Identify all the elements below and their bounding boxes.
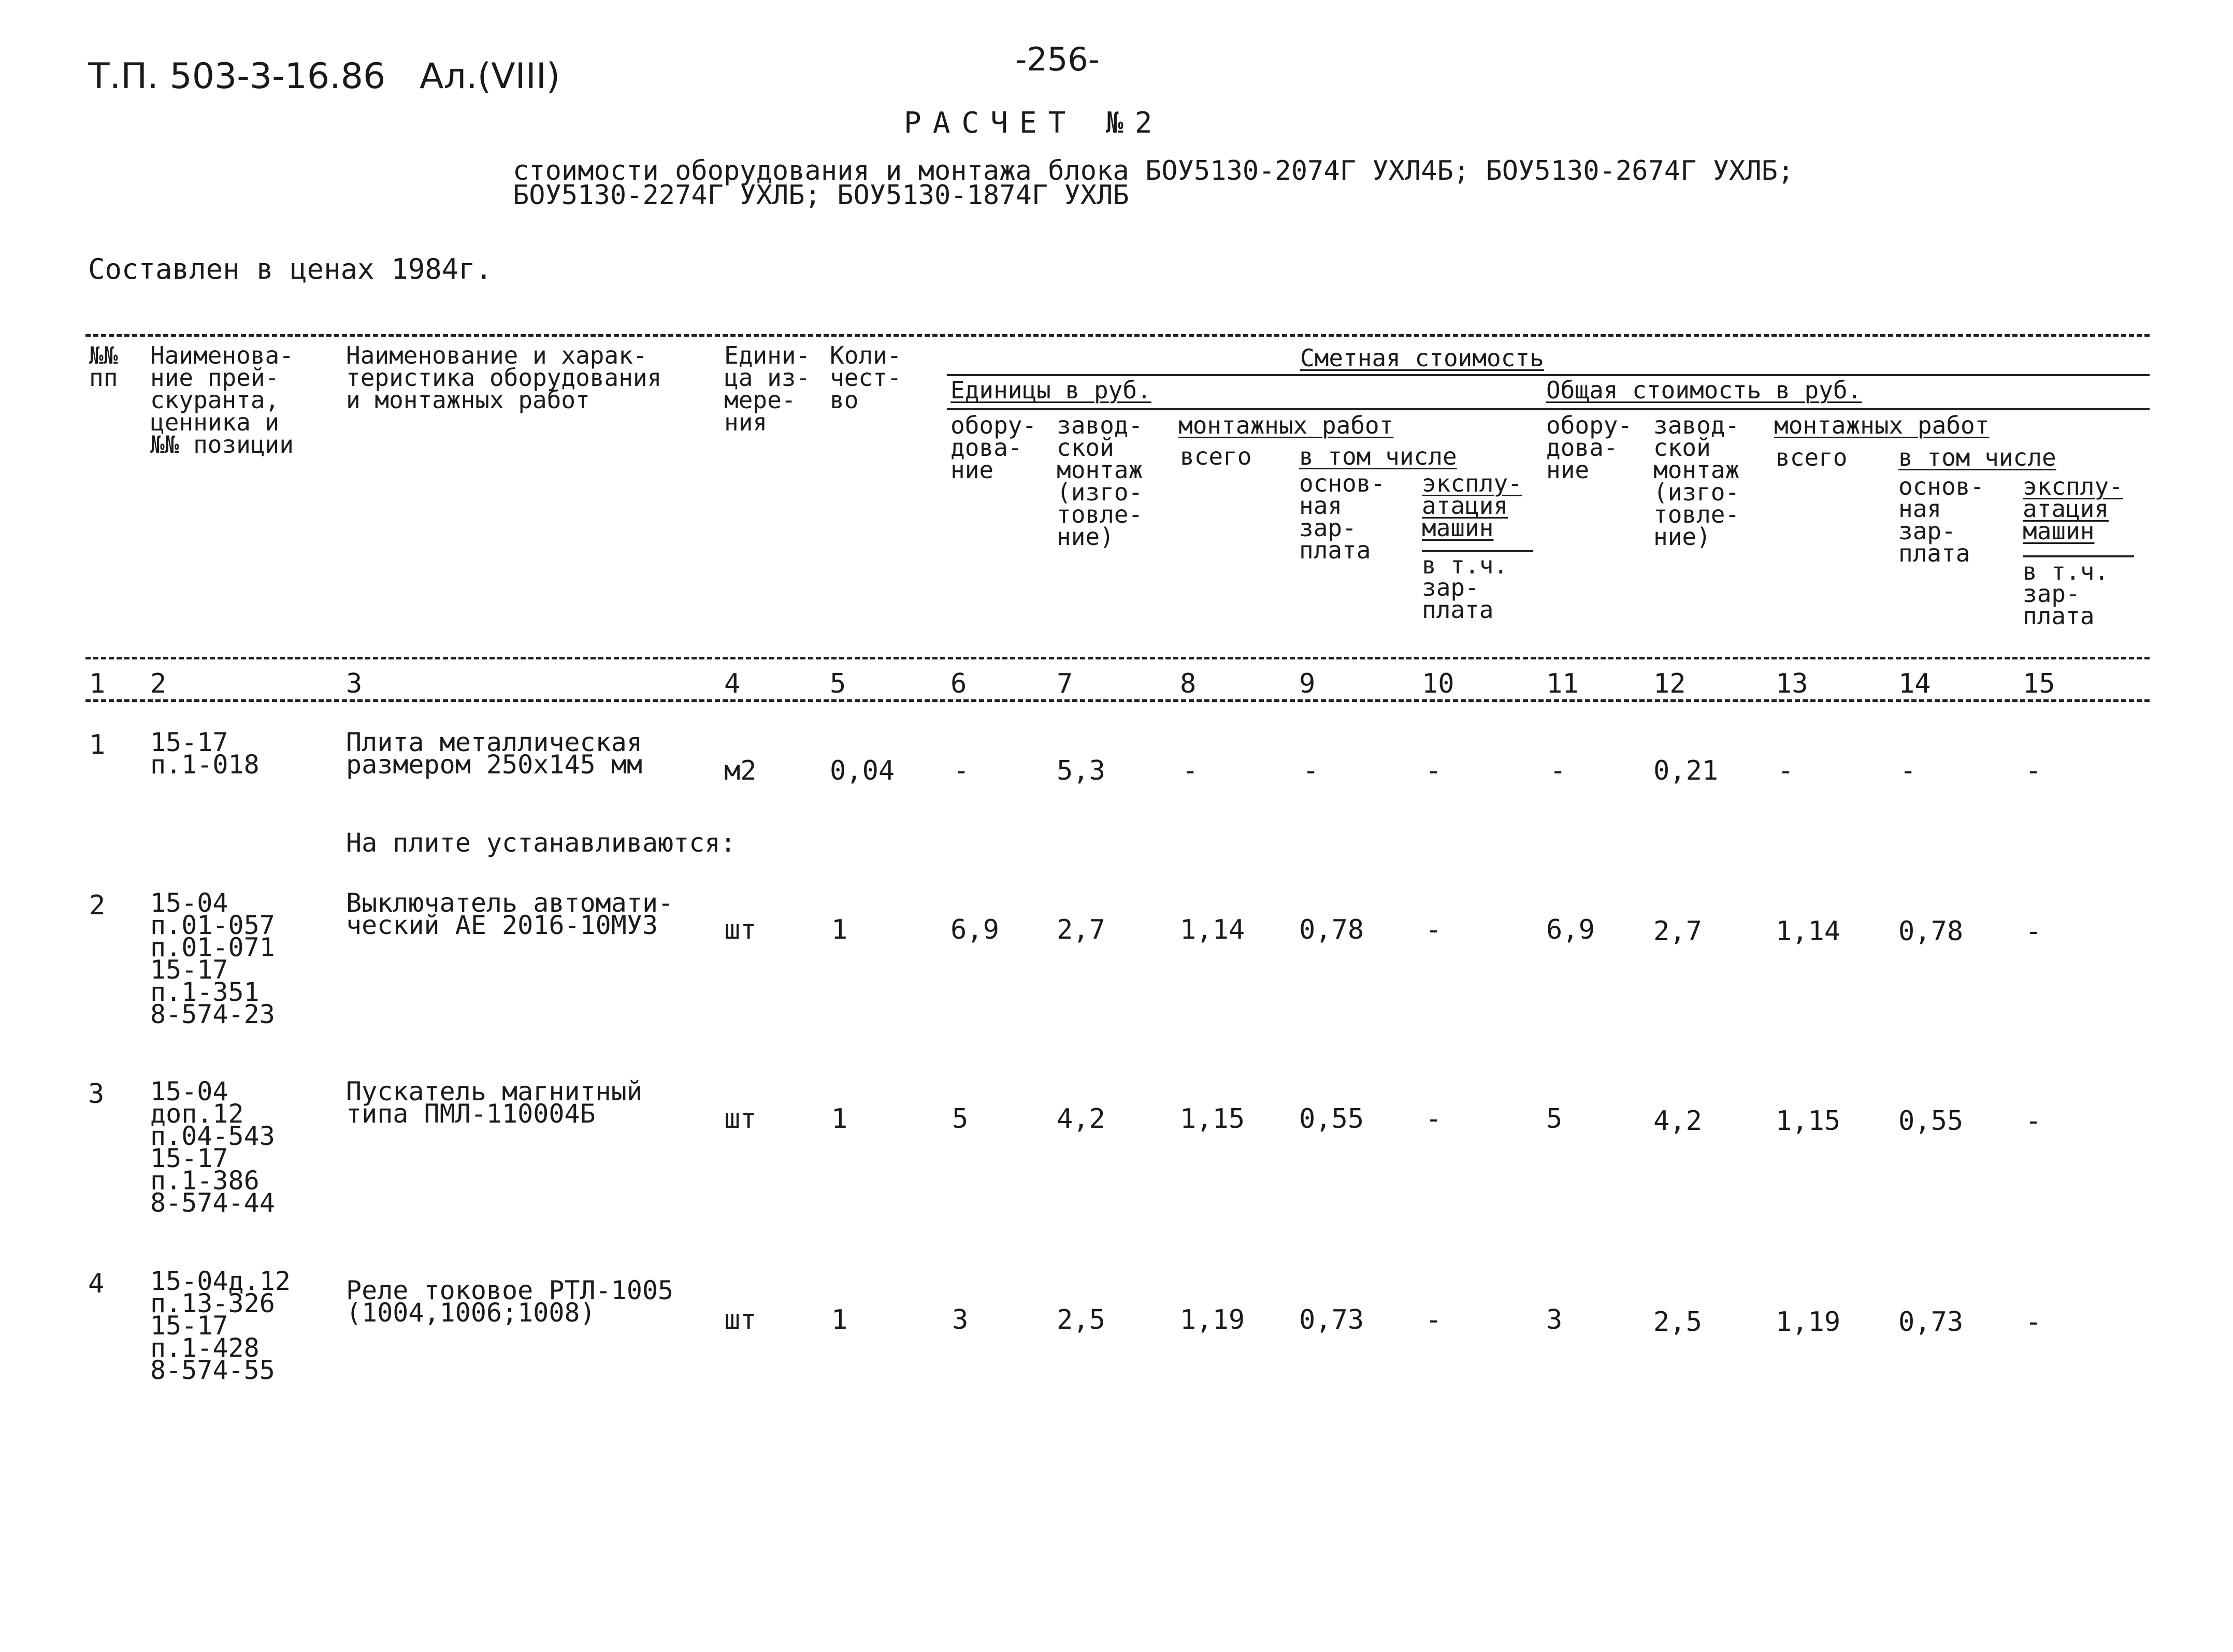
header-estimated-cost: Сметная стоимость	[1300, 344, 1544, 372]
item-name: Реле токовое РТЛ-1005 (1004,1006;1008)	[346, 1275, 674, 1328]
header-unit-base-salary: основ- ная зар- плата	[1299, 469, 1386, 564]
row-number: 2	[89, 890, 106, 921]
col-number-6: 6	[950, 668, 967, 699]
col-number-9: 9	[1299, 668, 1316, 699]
unit: шт	[724, 1103, 757, 1134]
header-total-group: Общая стоимость в руб.	[1546, 376, 1862, 404]
col-number-13: 13	[1776, 668, 1808, 699]
row-number: 3	[88, 1079, 105, 1110]
document-subtitle-line1: стоимости оборудования и монтажа блока БОУ5130-2074Г УХЛ4Б; БОУ5130-2674Г УХЛБ;	[513, 155, 1794, 186]
col-number-1: 1	[89, 668, 106, 699]
header-total-machines: эксплу- атация машин	[2023, 472, 2123, 545]
header-total-total: всего	[1776, 443, 1848, 471]
unit-machines: -	[1425, 914, 1442, 945]
total-factory: 2,5	[1653, 1306, 1702, 1338]
quantity: 1	[831, 1304, 848, 1335]
unit-machines: -	[1425, 1304, 1442, 1335]
header-unit-incl: в том числе	[1299, 442, 1457, 470]
page-number: -256-	[1015, 40, 1100, 78]
col-number-7: 7	[1057, 668, 1073, 699]
unit-machines: -	[1425, 755, 1442, 786]
header-total-equipment: обору- дова- ние	[1546, 411, 1633, 484]
price-list-ref: 15-17 п.1-018	[150, 727, 260, 780]
header-col-3: Наименование и харак- теристика оборудования и монтажных работ	[346, 341, 662, 414]
quantity: 0,04	[830, 755, 895, 786]
total-mounting-total: 1,14	[1776, 916, 1841, 947]
total-base-salary: -	[1900, 755, 1917, 786]
unit-base-salary: 0,73	[1299, 1304, 1364, 1335]
unit-base-salary: 0,78	[1299, 914, 1364, 945]
col-number-14: 14	[1898, 668, 1931, 699]
unit-base-salary: 0,55	[1299, 1103, 1364, 1134]
total-equipment: 3	[1546, 1304, 1563, 1335]
unit-equipment: 5	[952, 1103, 969, 1134]
header-unit-group: Единицы в руб.	[950, 376, 1151, 404]
col-number-12: 12	[1653, 668, 1686, 699]
header-unit-factory: завод- ской монтаж (изго- товле- ние)	[1057, 411, 1143, 551]
price-list-ref: 15-04 п.01-057 п.01-071 15-17 п.1-351 8-574-23	[150, 888, 275, 1029]
total-base-salary: 0,55	[1898, 1105, 1964, 1137]
total-base-salary: 0,78	[1898, 916, 1964, 947]
album-label: Ал.(VIII)	[420, 56, 560, 97]
total-machines: -	[2025, 1105, 2042, 1137]
item-name: Плита металлическая размером 250х145 мм	[346, 727, 642, 780]
document-code: Т.П. 503-3-16.86	[88, 56, 386, 97]
header-unit-mounting: монтажных работ	[1178, 411, 1394, 439]
unit-equipment: 6,9	[950, 914, 999, 945]
total-machines: -	[2025, 916, 2042, 947]
table-top-rule	[85, 334, 2150, 337]
total-machines: -	[2025, 755, 2042, 786]
total-factory: 2,7	[1653, 916, 1702, 947]
unit-factory: 2,7	[1057, 914, 1105, 945]
total-equipment: 5	[1546, 1103, 1563, 1134]
col-number-5: 5	[830, 668, 846, 699]
header-total-base-salary: основ- ная зар- плата	[1898, 472, 1985, 567]
row-number: 4	[88, 1268, 105, 1299]
quantity: 1	[831, 1103, 848, 1134]
total-factory: 0,21	[1653, 755, 1719, 786]
col-number-2: 2	[150, 668, 167, 699]
header-col-4: Едини- ца из- мере- ния	[724, 341, 811, 436]
col-number-15: 15	[2023, 668, 2055, 699]
header-total-incl-salary: в т.ч. зар- плата	[2023, 557, 2109, 630]
header-col-5: Коли- чест- во	[830, 341, 902, 414]
header-unit-incl-salary: в т.ч. зар- плата	[1422, 551, 1508, 624]
unit-equipment: -	[953, 755, 970, 786]
unit-factory: 5,3	[1057, 755, 1105, 786]
item-name: Выключатель автомати- ческий АЕ 2016-10МУ3	[346, 888, 674, 940]
total-factory: 4,2	[1653, 1105, 1702, 1137]
unit-mounting-total: 1,14	[1180, 914, 1245, 945]
header-unit-total: всего	[1180, 442, 1252, 470]
header-total-mounting: монтажных работ	[1774, 411, 1990, 439]
header-col-1: №№ пп	[89, 341, 118, 392]
rule-groups	[947, 408, 2150, 410]
price-list-ref: 15-04 доп.12 п.04-543 15-17 п.1-386 8-574-44	[150, 1076, 275, 1218]
header-unit-equipment: обору- дова- ние	[950, 411, 1037, 484]
total-equipment: 6,9	[1546, 914, 1595, 945]
col-number-3: 3	[346, 668, 363, 699]
unit: м2	[724, 755, 757, 786]
col-number-11: 11	[1546, 668, 1579, 699]
total-base-salary: 0,73	[1898, 1306, 1964, 1338]
col-number-10: 10	[1422, 668, 1454, 699]
unit: шт	[724, 914, 757, 945]
unit-factory: 2,5	[1057, 1304, 1105, 1335]
total-machines: -	[2025, 1306, 2042, 1338]
unit-machines: -	[1425, 1103, 1442, 1134]
header-bottom-rule	[85, 657, 2150, 659]
unit-factory: 4,2	[1057, 1103, 1105, 1134]
total-mounting-total: -	[1778, 755, 1794, 786]
document-subtitle-line2: БОУ5130-2274Г УХЛБ; БОУ5130-1874Г УХЛБ	[513, 180, 1129, 211]
unit-equipment: 3	[952, 1304, 969, 1335]
col-number-4: 4	[724, 668, 741, 699]
header-unit-machines: эксплу- атация машин	[1422, 469, 1522, 542]
unit-base-salary: -	[1303, 755, 1319, 786]
header-total-factory: завод- ской монтаж (изго- товле- ние)	[1653, 411, 1740, 551]
unit-mounting-total: 1,19	[1180, 1304, 1245, 1335]
total-equipment: -	[1550, 755, 1566, 786]
header-total-incl: в том числе	[1898, 443, 2056, 471]
total-mounting-total: 1,15	[1776, 1105, 1841, 1137]
header-col-2: Наименова- ние прей- скуранта, ценника и №№ позиции	[150, 341, 294, 458]
quantity: 1	[831, 914, 848, 945]
total-mounting-total: 1,19	[1776, 1306, 1841, 1338]
row-number: 1	[89, 729, 106, 760]
item-name: Пускатель магнитный типа ПМЛ-110004Б	[346, 1076, 642, 1129]
section-note: На плите устанавливаются:	[346, 828, 736, 858]
document-title: РАСЧЕТ №2	[904, 106, 1164, 140]
col-numbers-rule	[85, 699, 2150, 702]
col-number-8: 8	[1180, 668, 1197, 699]
prices-note: Составлен в ценах 1984г.	[88, 253, 493, 285]
unit-mounting-total: -	[1182, 755, 1199, 786]
unit-mounting-total: 1,15	[1180, 1103, 1245, 1134]
unit: шт	[724, 1304, 757, 1335]
price-list-ref: 15-04д.12 п.13-326 15-17 п.1-428 8-574-55	[150, 1266, 291, 1385]
